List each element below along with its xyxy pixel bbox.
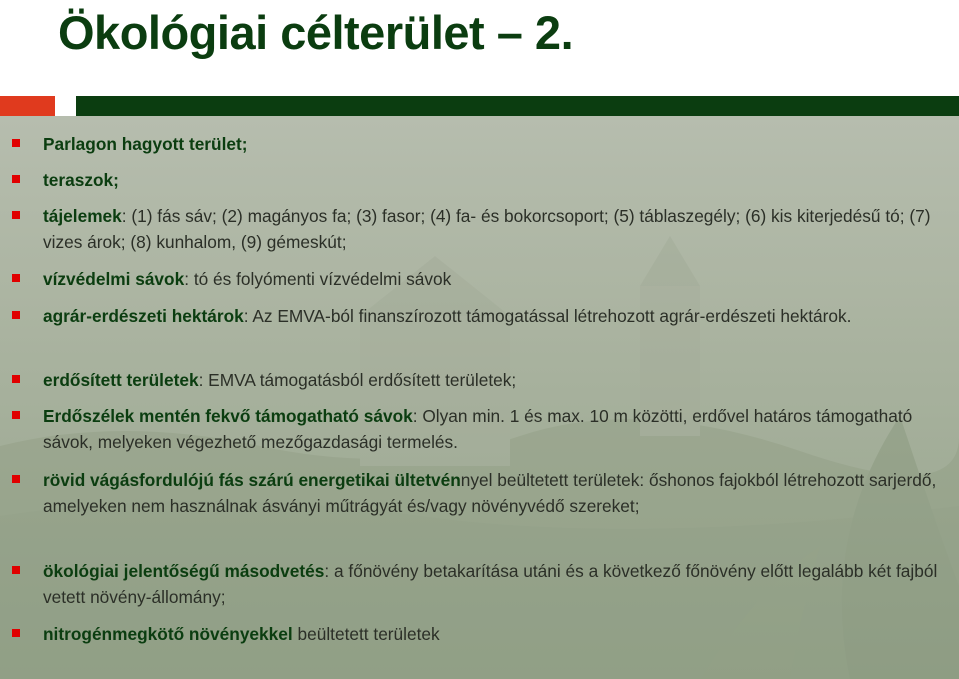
square-bullet-icon (12, 139, 20, 147)
item-text: : tó és folyómenti vízvédelmi sávok (184, 269, 452, 289)
item-label: nitrogénmegkötő növényekkel (43, 624, 293, 644)
item-label: Erdőszélek mentén fekvő támogatható sávok (43, 406, 413, 426)
item-label: vízvédelmi sávok (43, 269, 185, 289)
item-label: rövid vágásfordulójú fás szárú energetikai ültetvén (43, 470, 461, 490)
square-bullet-icon (12, 375, 20, 383)
square-bullet-icon (12, 411, 20, 419)
list-item (43, 266, 943, 292)
list-item (43, 467, 943, 519)
list-item (43, 621, 943, 647)
title-accent-bar-red (0, 96, 55, 116)
square-bullet-icon (12, 211, 20, 219)
slide-title: Ökológiai célterület – 2. (58, 6, 574, 59)
item-label: Parlagon hagyott terület; (43, 134, 248, 154)
square-bullet-icon (12, 175, 20, 183)
item-text: : (1) fás sáv; (2) magányos fa; (3) fasor; (4) fa- és bokorcsoport; (5) táblaszegély; (6) kis kiterjedésű tó; (7) vizes árok; (8) kunhalom, (9) gémeskút; (43, 206, 931, 252)
item-text: : a főnövény betakarítása utáni és a következő főnövény előtt legalább két fajból vetett növény-állomány; (43, 561, 938, 607)
item-text: : Olyan min. 1 és max. 10 m közötti, erdővel határos támogatható sávok, melyeken végezhető mezőgazdasági termelés. (43, 406, 913, 452)
content-panel (0, 116, 959, 679)
square-bullet-icon (12, 629, 20, 637)
item-text: : EMVA támogatásból erdősített területek; (198, 370, 517, 390)
item-label: erdősített területek (43, 370, 199, 390)
list-item (43, 403, 943, 455)
list-item (43, 303, 943, 329)
list-item (43, 558, 943, 610)
square-bullet-icon (12, 475, 20, 483)
item-label: ökológiai jelentőségű másodvetés (43, 561, 325, 581)
item-text: beültetett területek (292, 624, 440, 644)
square-bullet-icon (12, 311, 20, 319)
list-item (43, 367, 943, 393)
square-bullet-icon (12, 566, 20, 574)
item-label: tájelemek (43, 206, 122, 226)
square-bullet-icon (12, 274, 20, 282)
item-label: agrár-erdészeti hektárok (43, 306, 244, 326)
item-text: : Az EMVA-ból finanszírozott támogatással létrehozott agrár-erdészeti hektárok. (243, 306, 852, 326)
item-text: nyel beültetett területek: őshonos fajokból létrehozott sarjerdő, amelyeken nem használnak ásványi műtrágyát és/vagy növényvédő szereket; (43, 470, 937, 516)
title-accent-bar-green (76, 96, 959, 116)
list-item (43, 203, 943, 255)
list-item (43, 131, 943, 157)
item-label: teraszok; (43, 170, 119, 190)
list-item (43, 167, 943, 193)
